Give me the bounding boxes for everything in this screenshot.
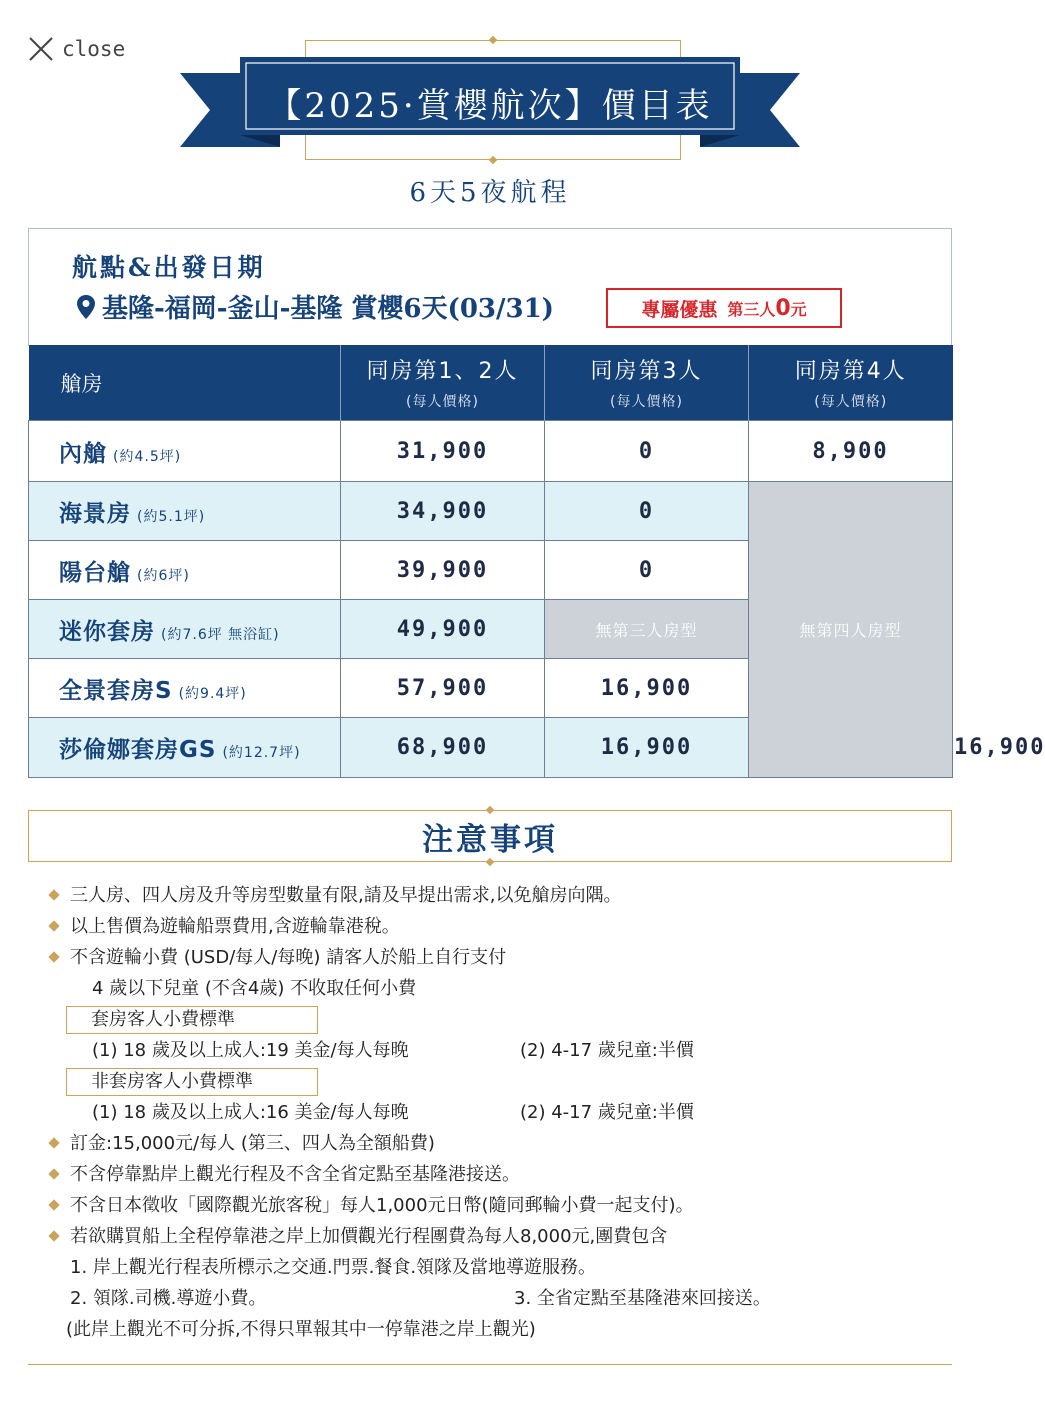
bullet-diamond-icon: [48, 889, 59, 900]
nonsuite-tip-label: 非套房客人小費標準: [66, 1068, 318, 1096]
price-cell: 0: [545, 482, 749, 541]
list-subitem: 4 歲以下兒童 (不含4歲) 不收取任何小費: [92, 978, 417, 999]
price-cell: 0: [545, 421, 749, 482]
price-cell: 49,900: [341, 600, 545, 659]
suite-tip-row: (1) 18 歲及以上成人:19 美金/每人每晚 (2) 4-17 歲兒童:半價: [92, 1040, 694, 1061]
page-subtitle: 6天5夜航程: [409, 178, 571, 208]
room-cell: 陽台艙 (約6坪): [29, 541, 341, 600]
room-cell: 內艙 (約4.5坪): [29, 421, 341, 482]
room-cell: 迷你套房 (約7.6坪 無浴缸): [29, 600, 341, 659]
close-icon: [28, 36, 54, 62]
table-row: 莎倫娜套房GS (約12.7坪) 68,900 16,900 16,900: [29, 718, 953, 778]
notes-title: 注意事項: [422, 822, 558, 858]
bottom-divider: [28, 1364, 952, 1365]
route-text: 基隆-福岡-釜山-基隆 賞櫻6天(03/31): [102, 294, 554, 324]
no-fourth-cell: 無第四人房型: [749, 482, 953, 778]
price-cell: 68,900: [341, 718, 545, 778]
price-cell: 16,900: [545, 718, 749, 778]
list-item: 不含停靠點岸上觀光行程及不含全省定點至基隆港接送。: [46, 1159, 946, 1190]
list-item: 不含日本徵收「國際觀光旅客稅」每人1,000元日幣(隨同郵輪小費一起支付)。: [46, 1190, 946, 1221]
price-cell: 39,900: [341, 541, 545, 600]
suite-tip-label-row: [46, 1004, 946, 1035]
table-row: [29, 482, 953, 541]
route-heading: 航點&出發日期: [72, 253, 266, 282]
bullet-diamond-icon: [48, 1230, 59, 1241]
list-item: 不含遊輪小費 (USD/每人/每晚) 請客人於船上自行支付: [46, 942, 946, 973]
list-item: 訂金:15,000元/每人 (第三、四人為全額船費): [46, 1128, 946, 1159]
price-cell: 57,900: [341, 659, 545, 718]
list-item: 若欲購買船上全程停靠港之岸上加價觀光行程團費為每人8,000元,團費包含: [46, 1221, 946, 1252]
promo-label: 專屬優惠: [641, 298, 718, 321]
list-subitem: (此岸上觀光不可分拆,不得只單報其中一停靠港之岸上觀光): [66, 1319, 536, 1340]
price-cell: 31,900: [341, 421, 545, 482]
list-subitem: 2. 領隊.司機.導遊小費。 3. 全省定點至基隆港來回接送。: [70, 1288, 771, 1309]
room-cell: 海景房 (約5.1坪): [29, 482, 341, 541]
suite-tip-label: 套房客人小費標準: [66, 1006, 318, 1034]
notes-list: [46, 880, 946, 1345]
list-subitem: 1. 岸上觀光行程表所標示之交通.門票.餐食.領隊及當地導遊服務。: [70, 1257, 597, 1278]
header-person4: 同房第4人 (每人價格): [749, 345, 953, 421]
close-button[interactable]: [28, 36, 125, 62]
no-third-cell: 無第三人房型: [545, 600, 749, 659]
room-cell: 莎倫娜套房GS (約12.7坪): [29, 718, 341, 778]
nonsuite-tip-row: (1) 18 歲及以上成人:16 美金/每人每晚 (2) 4-17 歲兒童:半價: [92, 1102, 694, 1123]
header-person12: 同房第1、2人 (每人價格): [341, 345, 545, 421]
price-cell: 16,900: [545, 659, 749, 718]
list-item: 三人房、四人房及升等房型數量有限,請及早提出需求,以免艙房向隅。: [46, 880, 946, 911]
map-pin-icon: [76, 294, 96, 320]
room-cell: 全景套房S (約9.4坪): [29, 659, 341, 718]
price-cell: 34,900: [341, 482, 545, 541]
bullet-diamond-icon: [48, 951, 59, 962]
route-line: [76, 288, 554, 325]
promo-badge: [606, 288, 842, 328]
page-title: 【2025·賞櫻航次】價目表: [267, 85, 713, 126]
bullet-diamond-icon: [48, 1168, 59, 1179]
list-item: 以上售價為遊輪船票費用,含遊輪靠港稅。: [46, 911, 946, 942]
header-cabin: 艙房: [29, 345, 341, 421]
promo-third: 第三人: [727, 299, 776, 319]
price-table: [28, 345, 1045, 778]
nonsuite-tip-label-row: [46, 1066, 946, 1097]
header-person3: 同房第3人 (每人價格): [545, 345, 749, 421]
price-cell: 0: [545, 541, 749, 600]
bullet-diamond-icon: [48, 920, 59, 931]
bullet-diamond-icon: [48, 1137, 59, 1148]
table-row: [29, 421, 953, 482]
price-cell: 8,900: [749, 421, 953, 482]
close-label: close: [62, 37, 126, 61]
promo-unit: 元: [790, 299, 807, 319]
route-box: [28, 228, 952, 346]
bullet-diamond-icon: [48, 1199, 59, 1210]
promo-zero: 0: [775, 295, 791, 321]
table-header-row: [29, 345, 953, 421]
